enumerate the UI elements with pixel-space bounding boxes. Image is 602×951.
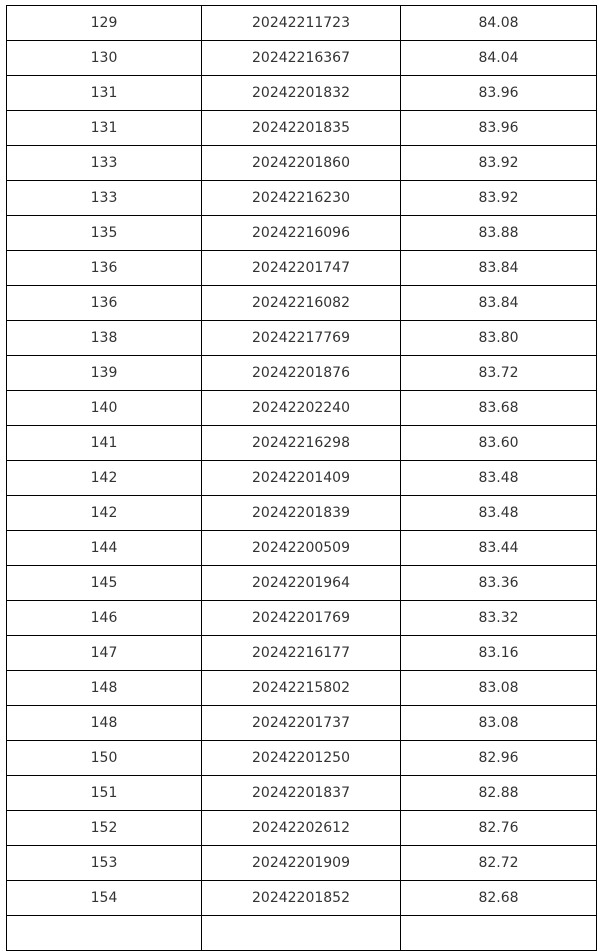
table-body (7, 6, 597, 951)
exam-id-cell: 20242215802 (202, 671, 401, 706)
exam-id-cell: 20242202240 (202, 391, 401, 426)
exam-id-cell: 20242201835 (202, 111, 401, 146)
score-cell: 83.84 (401, 286, 597, 321)
score-cell: 82.72 (401, 846, 597, 881)
table-row (7, 391, 597, 426)
rank-cell: 152 (7, 811, 202, 846)
exam-id-cell: 20242201747 (202, 251, 401, 286)
rank-cell: 136 (7, 251, 202, 286)
table-row (7, 636, 597, 671)
rank-cell: 144 (7, 531, 202, 566)
score-cell: 83.16 (401, 636, 597, 671)
table-row (7, 776, 597, 811)
score-cell: 83.96 (401, 76, 597, 111)
table-row (7, 706, 597, 741)
rank-cell: 141 (7, 426, 202, 461)
table-row (7, 251, 597, 286)
exam-id-cell: 20242201409 (202, 461, 401, 496)
rank-cell: 131 (7, 111, 202, 146)
table-row (7, 146, 597, 181)
score-cell: 82.68 (401, 881, 597, 916)
rank-cell: 130 (7, 41, 202, 76)
score-cell: 84.08 (401, 6, 597, 41)
rank-cell: 154 (7, 881, 202, 916)
score-cell: 83.80 (401, 321, 597, 356)
table-row (7, 111, 597, 146)
table-row (7, 356, 597, 391)
exam-id-cell: 20242201832 (202, 76, 401, 111)
rank-cell: 150 (7, 741, 202, 776)
score-cell: 83.60 (401, 426, 597, 461)
exam-id-cell: 20242211723 (202, 6, 401, 41)
rank-cell: 142 (7, 496, 202, 531)
score-cell: 83.72 (401, 356, 597, 391)
table-row (7, 566, 597, 601)
table-row (7, 846, 597, 881)
rank-cell: 153 (7, 846, 202, 881)
exam-id-cell: 20242216082 (202, 286, 401, 321)
exam-id-cell: 20242201737 (202, 706, 401, 741)
exam-id-cell: 20242202612 (202, 811, 401, 846)
score-cell: 83.68 (401, 391, 597, 426)
table-row (7, 601, 597, 636)
rank-cell: 131 (7, 76, 202, 111)
score-cell: 83.36 (401, 566, 597, 601)
score-cell: 83.92 (401, 181, 597, 216)
score-cell: 83.32 (401, 601, 597, 636)
rank-cell: 148 (7, 706, 202, 741)
rank-cell: 140 (7, 391, 202, 426)
score-cell: 83.48 (401, 461, 597, 496)
exam-id-cell: 20242217769 (202, 321, 401, 356)
table-row (7, 76, 597, 111)
rank-cell: 135 (7, 216, 202, 251)
table-row (7, 216, 597, 251)
exam-id-cell: 20242200509 (202, 531, 401, 566)
score-cell: 83.96 (401, 111, 597, 146)
table-row (7, 6, 597, 41)
score-cell: 82.96 (401, 741, 597, 776)
rank-cell: 148 (7, 671, 202, 706)
exam-id-cell: 20242201852 (202, 881, 401, 916)
score-cell: 83.44 (401, 531, 597, 566)
exam-id-cell: 20242201860 (202, 146, 401, 181)
table-row (7, 41, 597, 76)
table-row (7, 811, 597, 846)
exam-id-cell: 20242201839 (202, 496, 401, 531)
score-cell: 83.84 (401, 251, 597, 286)
table-row (7, 321, 597, 356)
table-row (7, 741, 597, 776)
table-row (7, 531, 597, 566)
rank-cell: 136 (7, 286, 202, 321)
score-cell: 83.92 (401, 146, 597, 181)
score-cell: 82.88 (401, 776, 597, 811)
table-row (7, 881, 597, 916)
table-row (7, 496, 597, 531)
rank-cell: 133 (7, 146, 202, 181)
exam-id-cell: 20242201876 (202, 356, 401, 391)
exam-id-cell: 20242216096 (202, 216, 401, 251)
rank-cell: 138 (7, 321, 202, 356)
table-row (7, 286, 597, 321)
score-table (6, 5, 597, 951)
exam-id-cell: 20242216298 (202, 426, 401, 461)
score-cell: 84.04 (401, 41, 597, 76)
exam-id-cell: 20242216177 (202, 636, 401, 671)
table-row (7, 461, 597, 496)
exam-id-cell: 20242201769 (202, 601, 401, 636)
table-row (7, 426, 597, 461)
table-row (7, 181, 597, 216)
score-cell: 83.48 (401, 496, 597, 531)
score-cell: 82.76 (401, 811, 597, 846)
rank-cell: 151 (7, 776, 202, 811)
exam-id-cell: 20242201250 (202, 741, 401, 776)
rank-cell: 129 (7, 6, 202, 41)
exam-id-cell: 20242216367 (202, 41, 401, 76)
rank-cell: 133 (7, 181, 202, 216)
score-cell: 83.08 (401, 671, 597, 706)
exam-id-cell: 20242201964 (202, 566, 401, 601)
exam-id-cell: 20242216230 (202, 181, 401, 216)
score-cell: 83.88 (401, 216, 597, 251)
rank-cell: 142 (7, 461, 202, 496)
exam-id-cell: 20242201909 (202, 846, 401, 881)
score-cell: 83.08 (401, 706, 597, 741)
rank-cell: 139 (7, 356, 202, 391)
rank-cell: 147 (7, 636, 202, 671)
rank-cell: 146 (7, 601, 202, 636)
rank-cell: 145 (7, 566, 202, 601)
exam-id-cell: 20242201837 (202, 776, 401, 811)
table-row (7, 671, 597, 706)
